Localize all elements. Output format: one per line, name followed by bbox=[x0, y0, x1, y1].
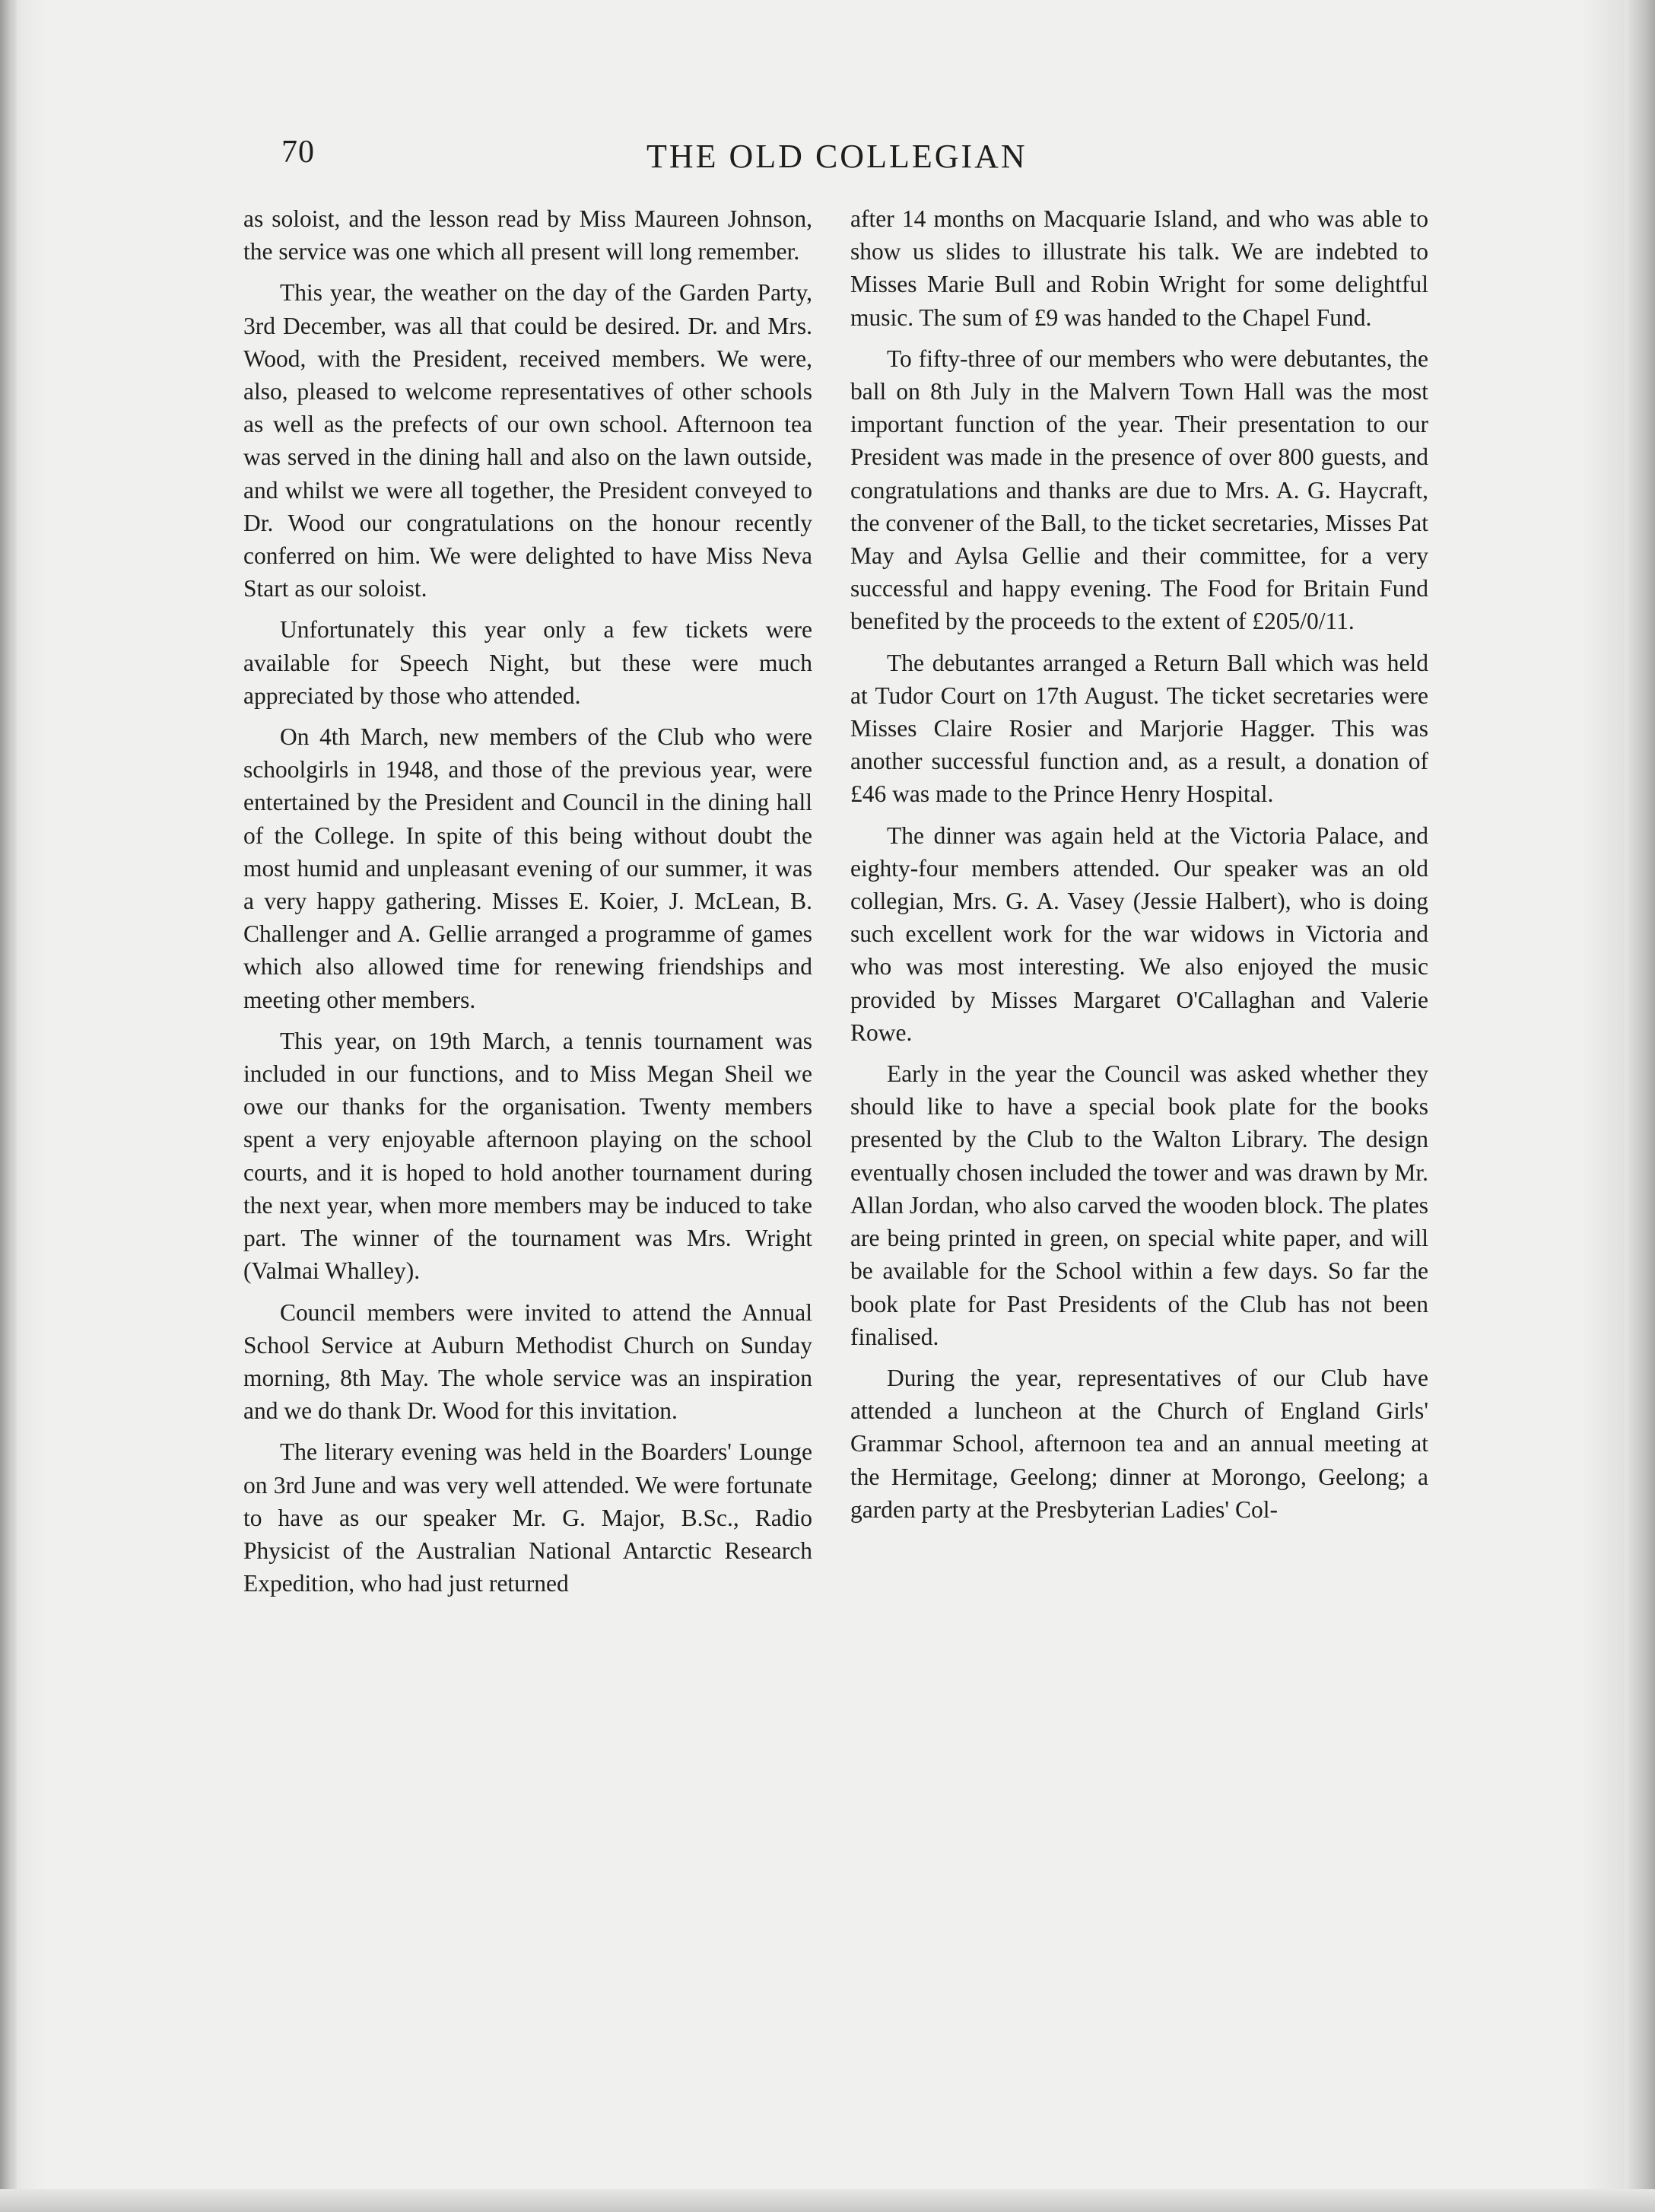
left-text-column bbox=[243, 202, 812, 1608]
paragraph: On 4th March, new members of the Club who were schoolgirls in 1948, and those of the previous year, were entertained by the President and Council in the dining hall of the College. In spite of this being without doubt the most humid and unpleasant evening of our summer, it was a very happy gathering. Misses E. Koier, J. McLean, B. Challenger and A. Gellie arranged a programme of games which also allowed time for renewing friendships and meeting other members. bbox=[243, 723, 812, 1013]
paragraph: This year, on 19th March, a tennis tournament was included in our functions, and to Miss Megan Sheil we owe our thanks for the organisation. Twenty members spent a very enjoyable afternoon playing on the school courts, and it is hoped to hold another tournament during the next year, when more members may be induced to take part. The winner of the tournament was Mrs. Wright (Valmai Whalley). bbox=[243, 1027, 812, 1285]
paragraph: after 14 months on Macquarie Island, and who was able to show us slides to illustrate his talk. We are indebted to Misses Marie Bull and Robin Wright for some delightful music. The sum of £9 was handed to the Chapel Fund. bbox=[850, 205, 1428, 331]
paragraph: The debutantes arranged a Return Ball which was held at Tudor Court on 17th August. The ticket secretaries were Misses Claire Rosier and Marjorie Hagger. This was another successful function and, as a result, a donation of £46 was made to the Prince Henry Hospital. bbox=[850, 649, 1428, 808]
page-edge-shadow bbox=[1625, 0, 1655, 2212]
page-binding-shadow bbox=[0, 0, 17, 2212]
page-number: 70 bbox=[281, 135, 315, 170]
paragraph: The literary evening was held in the Boarders' Lounge on 3rd June and was very well attended. We were fortunate to have as our speaker Mr. G. Major, B.Sc., Radio Physicist of the Australian National Antarctic Research Expedition, who had just returned bbox=[243, 1438, 812, 1597]
paragraph: as soloist, and the lesson read by Miss Maureen Johnson, the service was one which all present will long remember. bbox=[243, 205, 812, 265]
right-text-column bbox=[850, 202, 1428, 1534]
paragraph: During the year, representatives of our Club have attended a luncheon at the Church of England Girls' Grammar School, afternoon tea and an annual meeting at the Hermitage, Geelong; dinner at Morongo, Geelong; a garden party at the Presbyterian Ladies' Col- bbox=[850, 1364, 1428, 1523]
paragraph: Early in the year the Council was asked whether they should like to have a special book plate for the books presented by the Club to the Walton Library. The design eventually chosen included the tower and was drawn by Mr. Allan Jordan, who also carved the wooden block. The plates are being printed in green, on special white paper, and will be available for the School within a few days. So far the book plate for Past Presidents of the Club has not been finalised. bbox=[850, 1060, 1428, 1350]
paragraph: Unfortunately this year only a few tickets were available for Speech Night, but these were much appreciated by those who attended. bbox=[243, 616, 812, 709]
paragraph: To fifty-three of our members who were debutantes, the ball on 8th July in the Malvern Town Hall was the most important function of the year. Their presentation to our President was made in the presence of over 800 guests, and congratulations and thanks are due to Mrs. A. G. Haycraft, the convener of the Ball, to the ticket secretaries, Misses Pat May and Aylsa Gellie and their committee, for a very successful and happy evening. The Food for Britain Fund benefited by the proceeds to the extent of £205/0/11. bbox=[850, 345, 1428, 635]
paragraph: Council members were invited to attend the Annual School Service at Auburn Methodist Church on Sunday morning, 8th May. The whole service was an inspiration and we do thank Dr. Wood for this invitation. bbox=[243, 1298, 812, 1425]
paragraph: This year, the weather on the day of the Garden Party, 3rd December, was all that could be desired. Dr. and Mrs. Wood, with the President, received members. We were, also, pleased to welcome representatives of other schools as well as the prefects of our own school. Afternoon tea was served in the dining hall and also on the lawn outside, and whilst we were all together, the President conveyed to Dr. Wood our congratulations on the honour recently conferred on him. We were delighted to have Miss Neva Start as our soloist. bbox=[243, 279, 812, 602]
paragraph: The dinner was again held at the Victoria Palace, and eighty-four members attended. Our speaker was an old collegian, Mrs. G. A. Vasey (Jessie Halbert), who is doing such excellent work for the war widows in Victoria and who was most interesting. We also enjoyed the music provided by Misses Margaret O'Callaghan and Valerie Rowe. bbox=[850, 822, 1428, 1046]
running-head-title: THE OLD COLLEGIAN bbox=[646, 138, 1028, 175]
page-bottom-edge bbox=[0, 2189, 1655, 2212]
